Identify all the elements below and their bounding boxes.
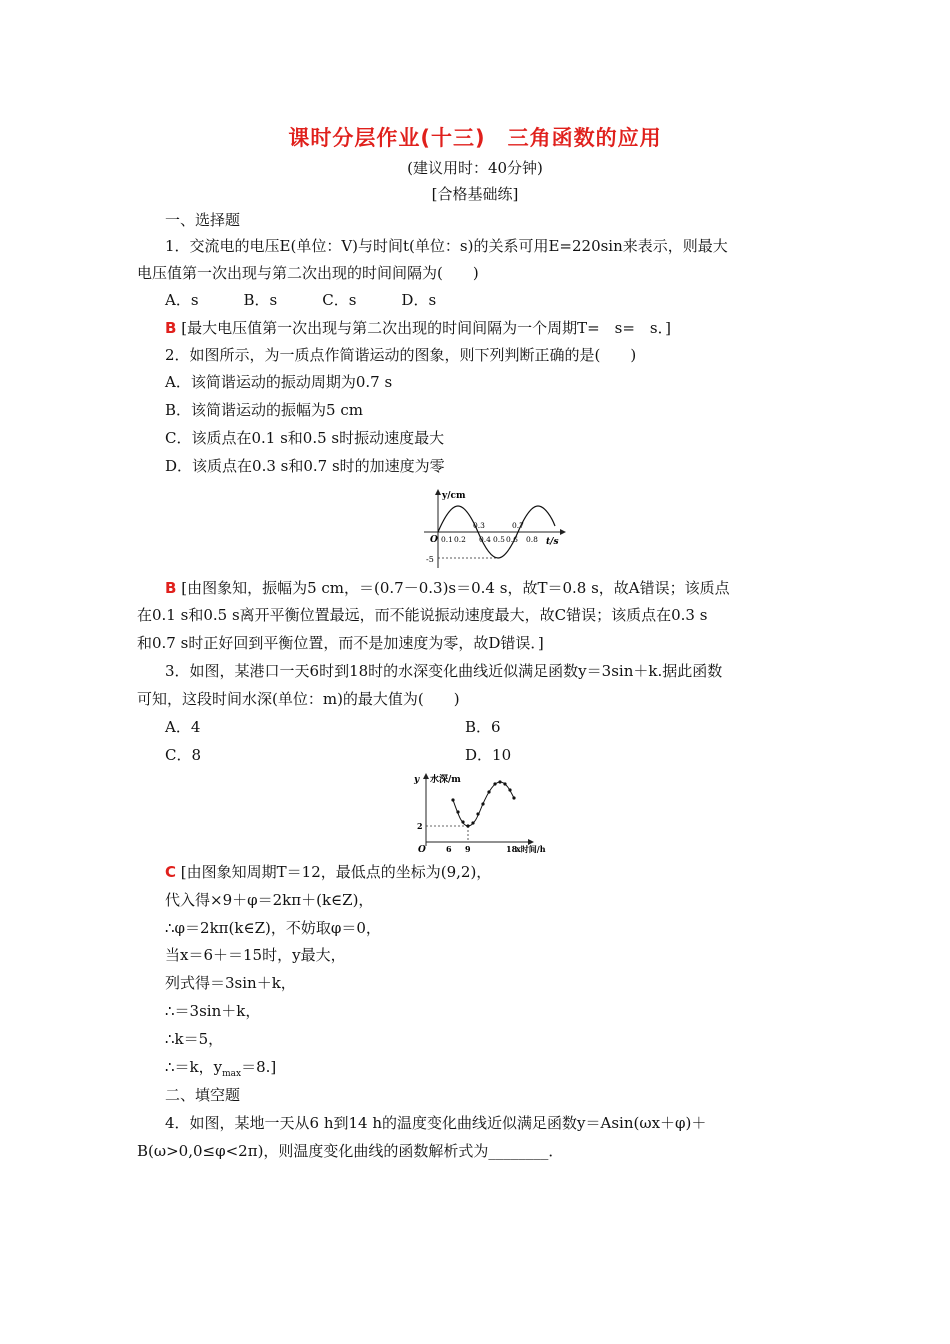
y-axis-unit-label: 水深/m — [430, 775, 461, 785]
q3-line-1: 3．如图，某港口一天6时到18时的水深变化曲线近似满足函数y＝3sin＋k.据此函数 — [165, 662, 723, 680]
q3-option-a: A．4 — [165, 718, 201, 736]
q4-line-2: B(ω>0,0≤φ<2π)，则温度变化曲线的函数解析式为________． — [137, 1142, 564, 1160]
max-subscript: max — [222, 1069, 242, 1079]
y-axis-arrow — [423, 773, 429, 779]
q3-solution-6: ∴＝3sin＋k， — [165, 1002, 261, 1020]
data-point — [471, 821, 474, 824]
tick-label: 0.7 — [512, 521, 524, 530]
data-point — [456, 810, 459, 813]
q2-explanation-2: 在0.1 s和0.5 s离开平衡位置最远，而不能说振动速度最大，故C错误；该质点在0.3 s — [137, 606, 708, 624]
data-point — [481, 802, 484, 805]
section-heading-fill: 二、填空题 — [165, 1086, 241, 1104]
q1-options: A．s B．s C．s D．s — [165, 291, 437, 309]
section-heading-choice: 一、选择题 — [165, 211, 241, 229]
q2-answer-line — [165, 578, 730, 598]
q1-line-1: 1．交流电的电压E(单位：V)与时间t(单位：s)的关系可用E=220sin来表示，则最大 — [165, 237, 728, 255]
q2-option-d: D．该质点在0.3 s和0.7 s时的加速度为零 — [165, 457, 445, 475]
q2-option-a: A．该简谐运动的振动周期为0.7 s — [165, 373, 393, 391]
tick-label: 2 — [417, 821, 423, 831]
tick-label: 0.3 — [473, 521, 485, 530]
time-hint: (建议用时：40分钟) — [407, 159, 543, 177]
data-point — [476, 812, 479, 815]
x-axis-label: x时间/h — [516, 844, 546, 854]
tick-label: 0.8 — [526, 535, 538, 544]
tick-label: 0.1 — [441, 535, 453, 544]
data-point — [508, 788, 511, 791]
q2-option-b: B．该简谐运动的振幅为5 cm — [165, 401, 363, 419]
q3-solution-8 — [165, 1057, 276, 1084]
data-point — [466, 824, 469, 827]
tick-label: 0.6 — [506, 535, 518, 544]
q3-solution-5: 列式得＝3sin＋k， — [165, 974, 296, 992]
data-point — [493, 782, 496, 785]
y-axis-label: y — [414, 775, 420, 785]
q2-answer: B — [165, 579, 177, 597]
q1-answer-line — [165, 318, 671, 338]
q3-solution-8-end: ＝8.] — [241, 1058, 277, 1076]
q3-option-c: C．8 — [165, 746, 202, 764]
q3-line-2: 可知，这段时间水深(单位：m)的最大值为( ) — [137, 690, 460, 708]
x-axis-arrow — [560, 529, 566, 535]
q3-solution-4: 当x＝6＋＝15时，y最大， — [165, 946, 346, 964]
q3-option-b: B．6 — [465, 718, 501, 736]
data-point — [451, 798, 454, 801]
q3-solution-7: ∴k＝5， — [165, 1030, 224, 1048]
x-axis-label: t/s — [546, 537, 559, 547]
tick-label: 9 — [465, 844, 471, 854]
q2-stem: 2．如图所示，为一质点作简谐运动的图象，则下列判断正确的是( ) — [165, 346, 637, 364]
q3-option-d: D．10 — [465, 746, 512, 764]
q1-line-2: 电压值第一次出现与第二次出现的时间间隔为( ) — [137, 264, 479, 282]
data-point — [498, 780, 501, 783]
data-point — [487, 790, 490, 793]
q3-solution-1: [由图象知周期T＝12，最低点的坐标为(9,2)， — [180, 863, 492, 881]
data-point — [461, 820, 464, 823]
q2-explanation-3: 和0.7 s时正好回到平衡位置，而不是加速度为零，故D错误．] — [137, 634, 544, 652]
origin-label: O — [418, 845, 426, 855]
tick-label: 0.4 — [479, 535, 491, 544]
q1-explanation: [最大电压值第一次出现与第二次出现的时间间隔为一个周期T= s= s．] — [181, 319, 671, 337]
tick-label: 6 — [446, 844, 452, 854]
q3-answer-line — [165, 862, 491, 882]
shm-graph-figure — [418, 486, 568, 570]
tick-label: 0.2 — [454, 535, 466, 544]
q2-option-c: C．该质点在0.1 s和0.5 s时振动速度最大 — [165, 429, 445, 447]
q1-answer: B — [165, 319, 177, 337]
tick-label: 18 — [506, 844, 518, 854]
min-value-label: -5 — [426, 555, 434, 564]
tick-label: 0.5 — [493, 535, 505, 544]
data-point — [503, 782, 506, 785]
origin-label: O — [430, 535, 438, 545]
q2-explanation-1: [由图象知，振幅为5 cm，＝(0.7－0.3)s＝0.4 s，故T＝0.8 s，故A错误；该质点 — [181, 579, 730, 597]
page-title: 课时分层作业(十三) 三角函数的应用 — [288, 126, 662, 150]
q3-solution-3: ∴φ＝2kπ(k∈Z)，不妨取φ＝0， — [165, 919, 381, 937]
q3-solution-8-text: ∴＝k，y — [165, 1058, 223, 1076]
water-depth-figure — [410, 772, 560, 856]
q4-line-1: 4．如图，某地一天从6 h到14 h的温度变化曲线近似满足函数y＝Asin(ωx＋φ)＋ — [165, 1114, 707, 1132]
level-heading: [合格基础练] — [431, 185, 519, 203]
y-axis-label: y/cm — [442, 491, 466, 501]
q3-solution-2: 代入得×9＋φ＝2kπ＋(k∈Z)， — [165, 891, 374, 909]
q3-answer: C — [165, 863, 177, 881]
data-point — [512, 796, 515, 799]
y-axis-arrow — [435, 489, 441, 495]
